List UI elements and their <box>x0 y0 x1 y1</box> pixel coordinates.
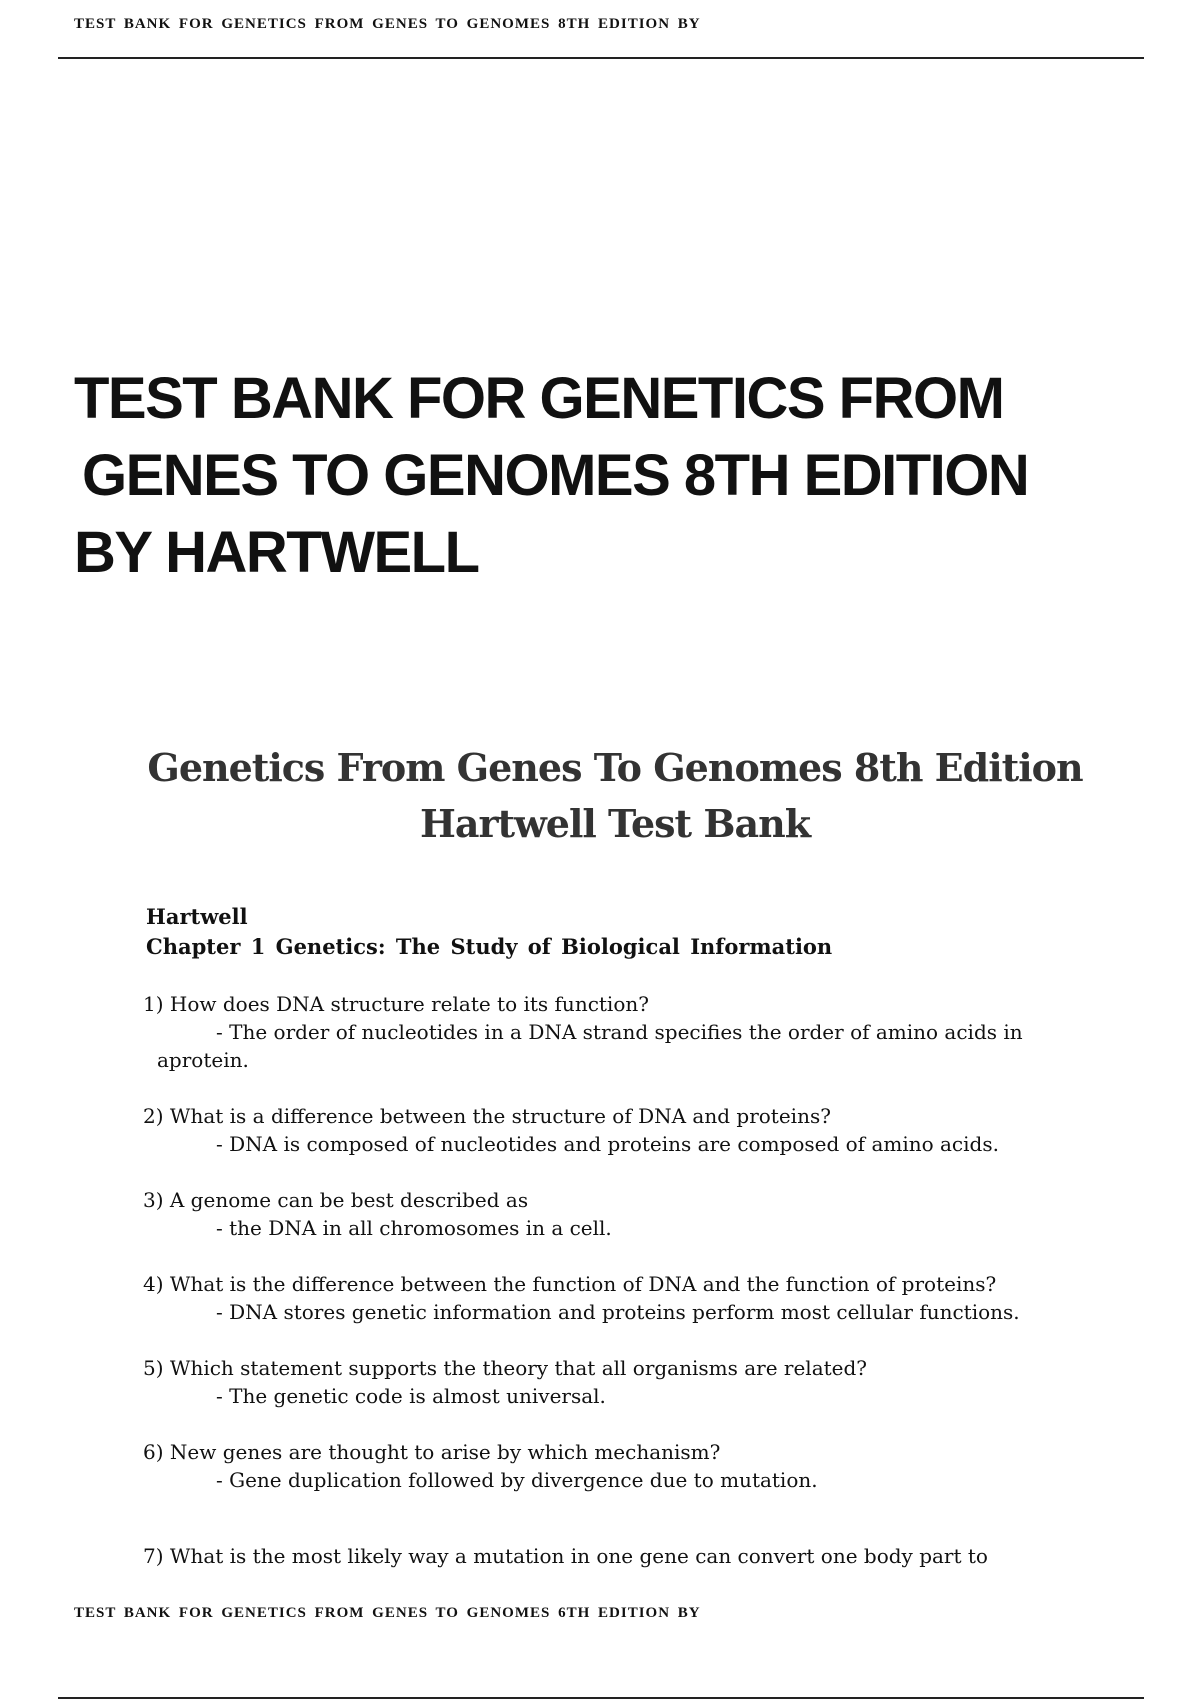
question-text: 3) A genome can be best described as <box>143 1188 529 1212</box>
answer-text: - the DNA in all chromosomes in a cell. <box>216 1216 612 1240</box>
question-item <box>143 1102 1143 1158</box>
question-item <box>143 1438 1143 1494</box>
question-text: 2) What is a difference between the structure of DNA and proteins? <box>143 1104 831 1128</box>
question-item <box>143 1542 1143 1570</box>
question-text: 5) Which statement supports the theory that all organisms are related? <box>143 1356 868 1380</box>
question-item <box>143 990 1143 1074</box>
footer-rule <box>58 1697 1144 1699</box>
chapter-heading: Chapter 1 Genetics: The Study of Biological Information <box>146 934 833 959</box>
main-title-line-1: TEST BANK FOR GENETICS FROM <box>74 366 1004 431</box>
question-item <box>143 1270 1143 1326</box>
answer-text: - Gene duplication followed by divergence due to mutation. <box>216 1468 818 1492</box>
question-list <box>143 990 1143 1598</box>
author: Hartwell <box>146 904 248 929</box>
answer-text: - DNA stores genetic information and proteins perform most cellular functions. <box>216 1300 1020 1324</box>
question-item <box>143 1354 1143 1410</box>
main-title <box>74 360 1134 591</box>
question-text: 7) What is the most likely way a mutation in one gene can convert one body part to <box>143 1544 988 1568</box>
question-text: 4) What is the difference between the function of DNA and the function of proteins? <box>143 1272 997 1296</box>
answer-text: - DNA is composed of nucleotides and proteins are composed of amino acids. <box>216 1132 999 1156</box>
subtitle <box>100 740 1130 852</box>
question-item <box>143 1186 1143 1242</box>
main-title-line-2: GENES TO GENOMES 8TH EDITION <box>82 443 1029 508</box>
subtitle-line-2: Hartwell Test Bank <box>419 801 811 846</box>
answer-text: - The order of nucleotides in a DNA strand specifies the order of amino acids in aprotein. <box>157 1020 1023 1072</box>
question-text: 6) New genes are thought to arise by which mechanism? <box>143 1440 721 1464</box>
running-header: TEST BANK FOR GENETICS FROM GENES TO GENOMES 8TH EDITION BY <box>74 16 701 32</box>
main-title-line-3: BY HARTWELL <box>74 520 479 585</box>
subtitle-line-1: Genetics From Genes To Genomes 8th Edition <box>147 745 1083 790</box>
question-text: 1) How does DNA structure relate to its function? <box>143 992 649 1016</box>
answer-text: - The genetic code is almost universal. <box>216 1384 606 1408</box>
running-footer: TEST BANK FOR GENETICS FROM GENES TO GENOMES 6TH EDITION BY <box>74 1605 701 1621</box>
header-rule <box>58 57 1144 59</box>
